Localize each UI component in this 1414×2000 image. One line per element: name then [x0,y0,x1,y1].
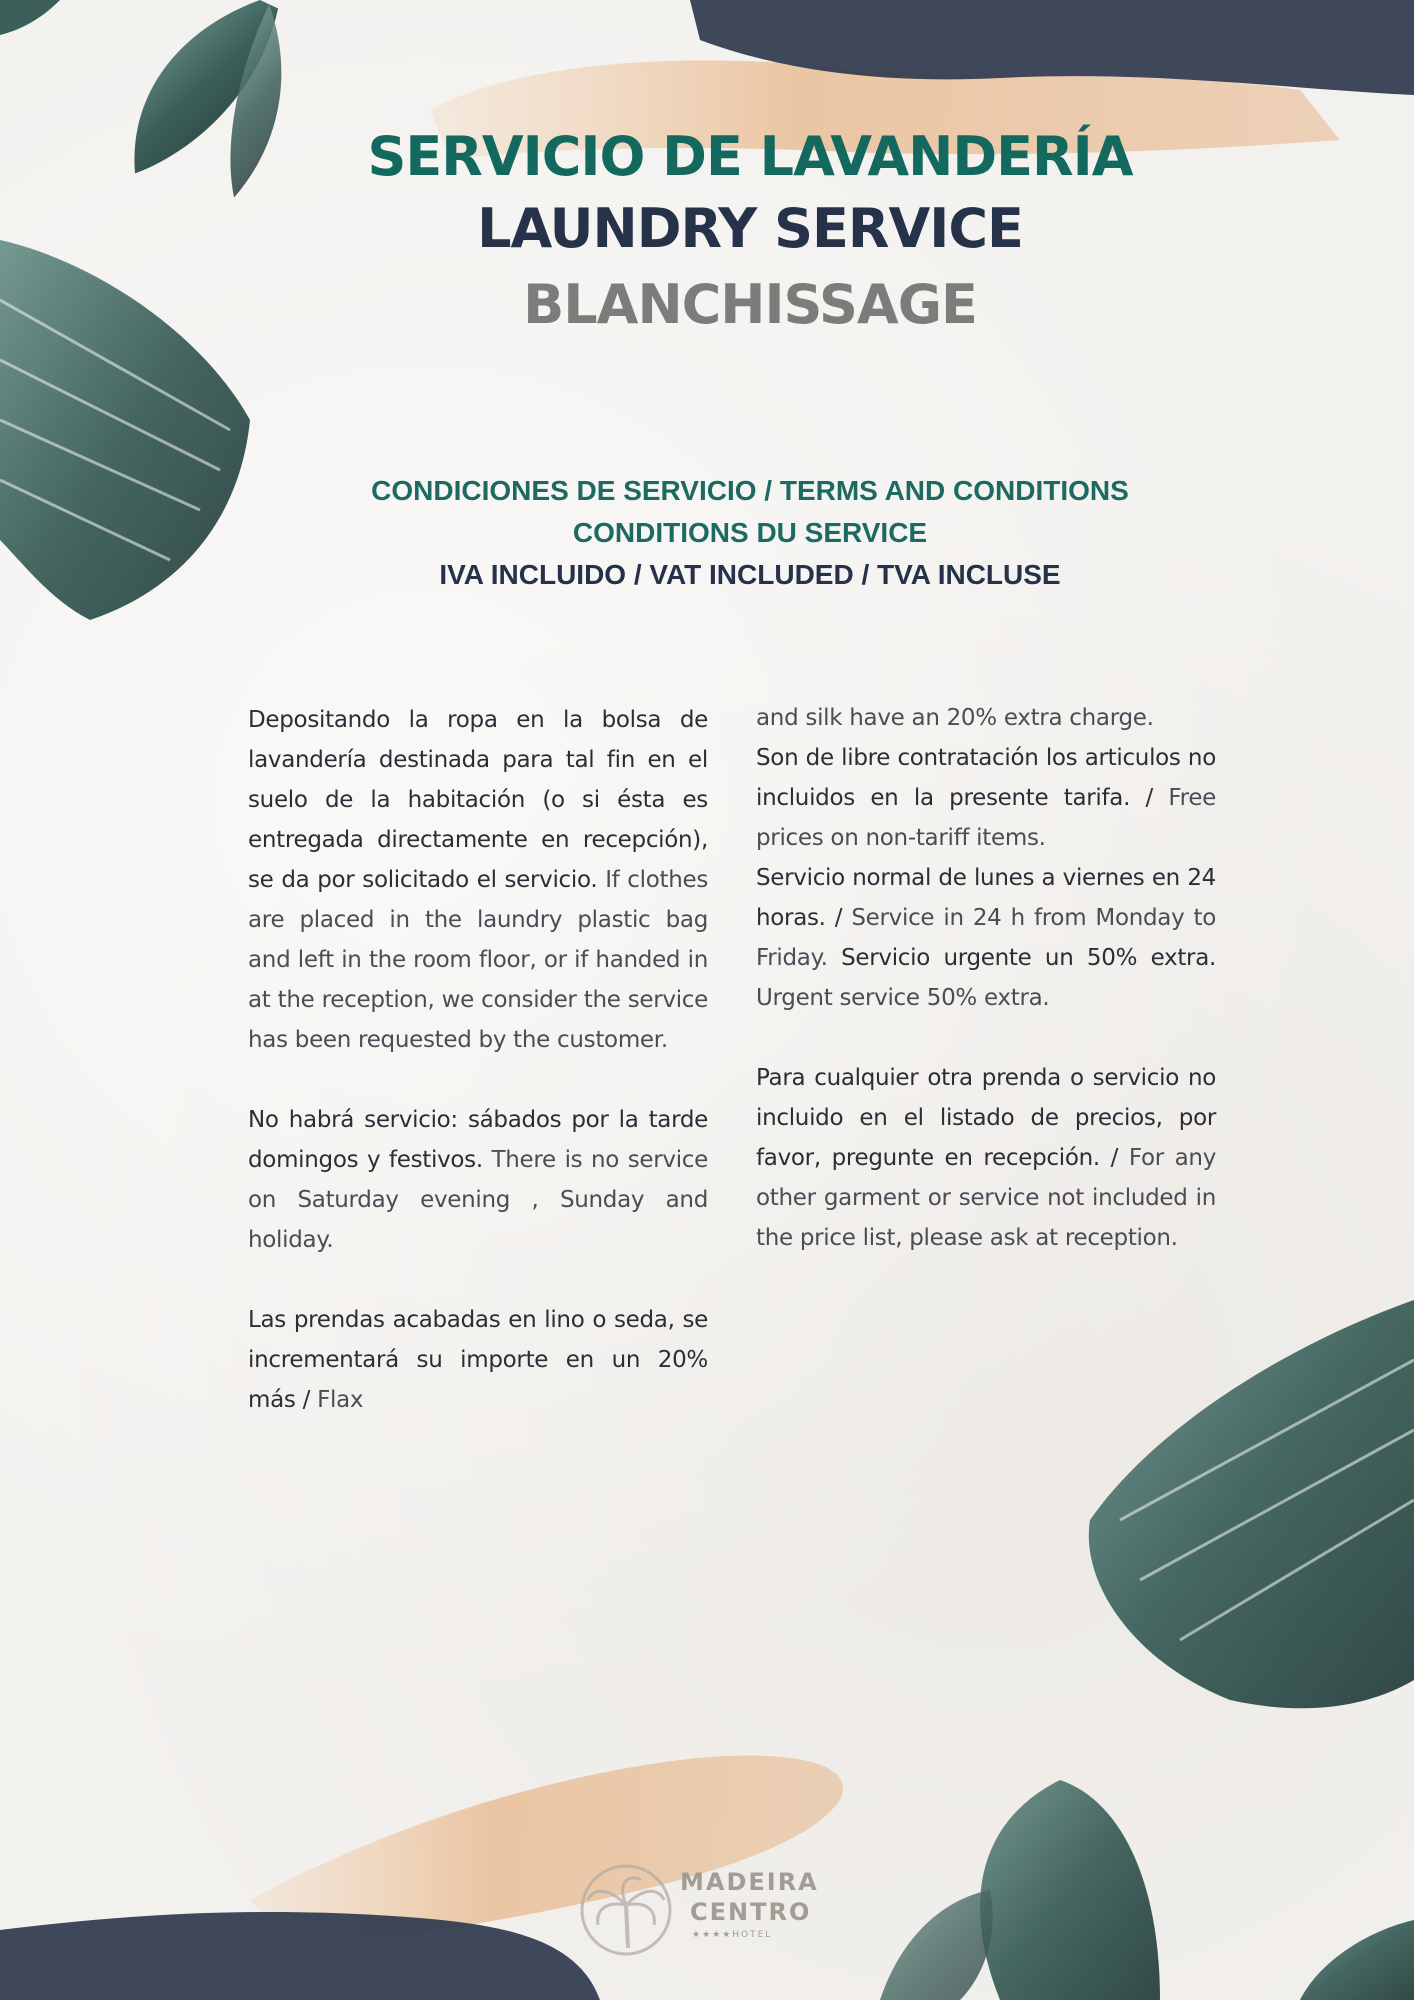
palm-tree-icon [582,1866,670,1954]
leaf-bottom-right [880,1780,1414,2000]
free-prices-en: Free prices on non-tariff items. [756,785,1217,851]
no-service-es: No habrá servicio: sábados por la tarde domingos y festivos. [248,1107,708,1173]
linen-silk-en: Flax [317,1387,364,1413]
title-english: LAUNDRY SERVICE [477,197,1023,260]
urgent-service-en: Urgent service 50% extra. [756,985,1050,1011]
paragraph-no-service [248,1100,708,1260]
other-items-es: Para cualquier otra prenda o servicio no incluido en el listado de precios, por favor, pregunte en recepción. / [756,1065,1216,1171]
leaf-right [1089,1300,1414,1708]
leaf-corner-top-left [0,0,60,35]
request-en: If clothes are placed in the laundry plastic bag and left in the room floor, or if handed in at the reception, we consider the service has been requested by the customer. [248,867,709,1053]
title-french: BLANCHISSAGE [523,273,977,336]
left-text-column [248,700,708,1420]
right-text-column [756,698,1216,1258]
no-service-en: There is no service on Saturday evening , Sunday and holiday. [248,1147,708,1253]
linen-silk-en-cont: and silk have an 20% extra charge. [756,705,1154,731]
leaf-left [0,240,250,620]
logo-text-madeira: MADEIRA [680,1868,819,1896]
dark-brush-bottom [0,1912,600,2000]
request-es: Depositando la ropa en la bolsa de lavandería destinada para tal fin en el suelo de la habitación (o si ésta es entregada directamente en recepción), se da por solicitado el servicio. [248,707,708,893]
paragraph-request [248,700,708,1060]
paragraph-other-items [756,1058,1216,1258]
title-block [300,125,1200,354]
conditions-line-1: CONDICIONES DE SERVICIO / TERMS AND CONDITIONS [371,475,1129,506]
conditions-line-2: CONDITIONS DU SERVICE [572,517,928,548]
urgent-service-es: Servicio urgente un 50% extra. [841,945,1217,971]
paragraph-linen-silk [248,1300,708,1420]
normal-service-en: Service in 24 h from Monday to Friday. [756,905,1217,971]
conditions-line-3: IVA INCLUIDO / VAT INCLUDED / TVA INCLUSE [439,559,1061,590]
logo-text-centro: CENTRO [690,1898,812,1926]
logo-text-hotel: ★★★★HOTEL [692,1930,773,1940]
linen-silk-es: Las prendas acabadas en lino o seda, se incrementará su importe en un 20% más / [248,1307,708,1413]
free-prices-es: Son de libre contratación los articulos no incluidos en la presente tarifa. / [756,745,1216,811]
paragraph-normal-service [756,858,1216,1018]
leaf-top-left [116,0,321,219]
title-spanish: SERVICIO DE LAVANDERÍA [367,125,1133,188]
other-items-en: For any other garment or service not included in the price list, please ask at reception. [756,1145,1217,1251]
paragraph-free-prices [756,738,1216,858]
conditions-heading [260,470,1240,596]
normal-service-es: Servicio normal de lunes a viernes en 24 horas. / [756,865,1216,931]
paragraph-linen-silk-cont [756,698,1216,738]
